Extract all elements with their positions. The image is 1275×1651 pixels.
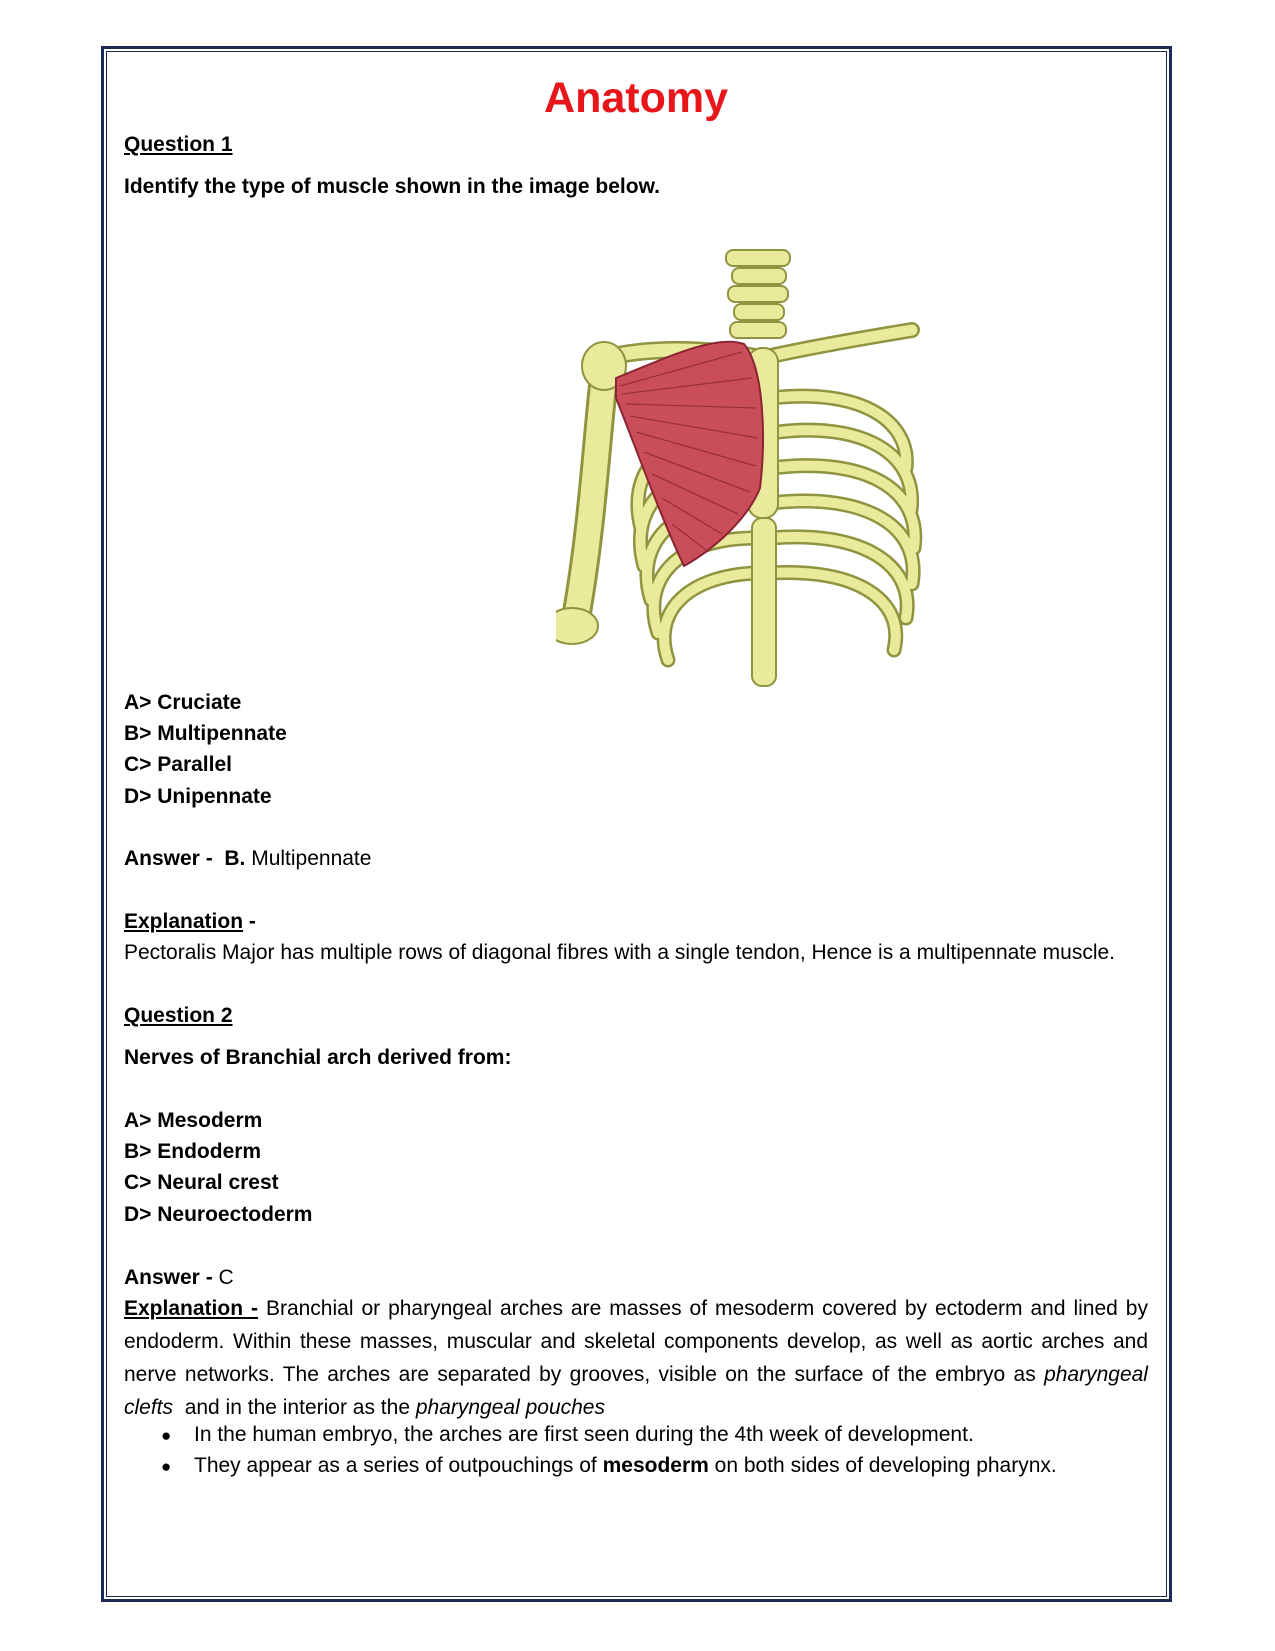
q2-option-b: B> Endoderm — [124, 1140, 262, 1163]
q1-option-b: B> Multipennate — [124, 722, 287, 745]
question-2-heading: Question 2 — [124, 1004, 233, 1027]
question-2-prompt: Nerves of Branchial arch derived from: — [124, 1046, 512, 1069]
q1-option-d: D> Unipennate — [124, 785, 272, 808]
q2-answer — [124, 1265, 234, 1291]
q2-explanation-italic2: pharyngeal pouches — [415, 1396, 605, 1419]
q1-explanation-heading — [124, 909, 256, 935]
bullet-icon: ● — [161, 1457, 172, 1476]
q2-answer-text: C — [218, 1266, 234, 1289]
q2-explanation-label: Explanation - — [124, 1297, 258, 1320]
q1-answer-letter: B. — [224, 847, 246, 870]
q2-option-d: D> Neuroectoderm — [124, 1203, 313, 1226]
cervical-spine — [726, 250, 790, 338]
thoracic-spine — [752, 518, 776, 686]
bullet-icon: ● — [161, 1426, 172, 1445]
q1-answer — [124, 846, 371, 872]
question-1-heading: Question 1 — [124, 133, 233, 156]
q1-answer-text: Multipennate — [251, 847, 372, 870]
pectoralis-major-illustration — [556, 248, 948, 688]
q2-bullet-2-bold: mesoderm — [602, 1454, 709, 1477]
q1-explanation-label: Explanation — [124, 910, 244, 933]
q2-bullet-2-post: on both sides of developing pharynx. — [714, 1454, 1057, 1477]
q2-bullet-1-text: In the human embryo, the arches are first seen during the 4th week of development. — [194, 1423, 974, 1446]
q2-bullet-1 — [161, 1422, 974, 1449]
q2-option-c: C> Neural crest — [124, 1171, 279, 1194]
q2-bullet-2 — [161, 1453, 1057, 1480]
q2-explanation-paragraph — [124, 1292, 1148, 1424]
q2-answer-label: Answer - — [124, 1266, 213, 1289]
question-1-prompt: Identify the type of muscle shown in the image below. — [124, 175, 660, 198]
q2-option-a: A> Mesoderm — [124, 1109, 263, 1132]
q2-explanation-italic1: pharyngeal clefts — [124, 1363, 1148, 1419]
q2-bullet-2-pre: They appear as a series of outpouchings of — [194, 1454, 597, 1477]
page-title: Anatomy — [544, 74, 728, 122]
q2-explanation-part1: Branchial or pharyngeal arches are masses of mesoderm covered by ectoderm and lined by endoderm. Within these masses, muscular and skeletal components develop, as well as aortic arches and nerve networks. The arches are separated by grooves, visible on the surface of the embryo as — [124, 1297, 1148, 1386]
q1-option-a: A> Cruciate — [124, 691, 242, 714]
q1-explanation-dash: - — [243, 910, 256, 933]
q1-explanation-text: Pectoralis Major has multiple rows of diagonal fibres with a single tendon, Hence is a multipennate muscle. — [124, 941, 1115, 964]
q1-option-c: C> Parallel — [124, 753, 232, 776]
q2-explanation-part2: and in the interior as the — [184, 1396, 410, 1419]
q1-answer-label: Answer - — [124, 847, 213, 870]
